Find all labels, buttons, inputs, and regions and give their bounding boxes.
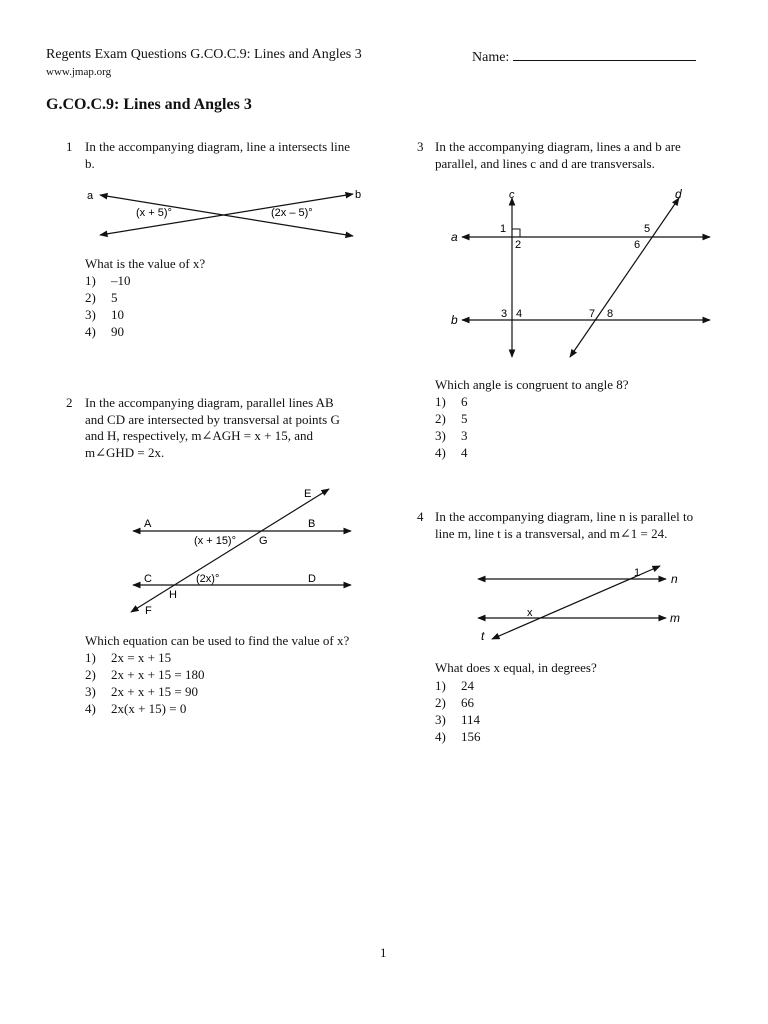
point-g-label: G — [259, 535, 268, 547]
question-2-line-4: m∠GHD = 2x. — [85, 444, 165, 460]
choice: 4) 2x(x + 15) = 0 — [85, 701, 187, 716]
question-1-diagram — [85, 183, 375, 243]
question-4-text — [435, 509, 735, 542]
line-c-label: c — [509, 189, 515, 201]
angle-right-label: (2x – 5)° — [271, 207, 313, 219]
line-m-label: m — [670, 611, 680, 625]
question-1-prompt: What is the value of x? — [85, 256, 206, 271]
angle-2-label: 2 — [515, 239, 522, 251]
angle-ghd-label: (2x)° — [196, 573, 220, 585]
point-c-label: C — [144, 573, 152, 585]
question-3-line-2: parallel, and lines c and d are transversals. — [435, 155, 655, 171]
line-b-label: b — [451, 313, 458, 327]
question-4-number: 4 — [417, 509, 424, 524]
question-4-line-1: In the accompanying diagram, line n is parallel to — [435, 509, 694, 524]
point-d-label: D — [308, 573, 316, 585]
page-number: 1 — [380, 945, 387, 960]
page-title: G.CO.C.9: Lines and Angles 3 — [46, 96, 252, 113]
question-3-number: 3 — [417, 139, 424, 154]
angle-7-label: 7 — [589, 308, 596, 320]
choice: 2) 66 — [435, 695, 474, 710]
question-2-line-1: In the accompanying diagram, parallel lines AB — [85, 395, 334, 410]
name-blank — [513, 47, 696, 61]
angle-x-label: x — [527, 607, 533, 619]
angle-6-label: 6 — [634, 239, 641, 251]
question-2-diagram — [125, 484, 365, 619]
point-e-label: E — [304, 488, 312, 500]
choice: 1) 24 — [435, 678, 474, 693]
angle-agh-label: (x + 15)° — [194, 535, 236, 547]
angle-1-label: 1 — [500, 223, 507, 235]
name-label: Name: — [472, 50, 510, 65]
header-title: Regents Exam Questions G.CO.C.9: Lines and Angles 3 — [46, 47, 362, 62]
point-h-label: H — [169, 589, 177, 601]
angle-1-label: 1 — [634, 567, 641, 579]
angle-left-label: (x + 5)° — [136, 207, 172, 219]
choice: 3) 10 — [85, 307, 124, 322]
choice: 3) 2x + x + 15 = 90 — [85, 684, 198, 699]
question-1-number: 1 — [66, 139, 73, 154]
line-d-label: d — [675, 187, 682, 201]
question-3-prompt: Which angle is congruent to angle 8? — [435, 377, 629, 392]
angle-8-label: 8 — [607, 308, 614, 320]
question-2-number: 2 — [66, 395, 73, 410]
angle-5-label: 5 — [644, 223, 651, 235]
question-2-prompt: Which equation can be used to find the value of x? — [85, 633, 350, 648]
question-2-line-2: and CD are intersected by transversal at points G — [85, 411, 340, 427]
question-4-prompt: What does x equal, in degrees? — [435, 660, 597, 675]
point-b-label: B — [308, 518, 316, 530]
question-3-line-1: In the accompanying diagram, lines a and b are — [435, 139, 681, 154]
name-field — [472, 47, 696, 66]
line-t-label: t — [481, 629, 485, 643]
line-b-label: b — [355, 189, 362, 201]
question-1-line-2: b. — [85, 155, 95, 171]
line-n-label: n — [671, 572, 678, 586]
question-3-text — [435, 139, 735, 172]
choice: 3) 114 — [435, 712, 481, 727]
choice: 1) 2x = x + 15 — [85, 650, 172, 665]
question-4-diagram — [470, 560, 710, 645]
line-a-label: a — [451, 230, 458, 244]
line-a-label: a — [87, 190, 94, 202]
question-3-choices — [435, 393, 468, 461]
point-f-label: F — [145, 605, 152, 617]
question-2-text — [85, 395, 385, 461]
choice: 4) 90 — [85, 324, 124, 339]
angle-3-label: 3 — [501, 308, 508, 320]
question-1-text — [85, 139, 385, 172]
choice: 1) 6 — [435, 394, 468, 409]
choice: 2) 2x + x + 15 = 180 — [85, 667, 205, 682]
question-4-line-2: line m, line t is a transversal, and m∠1 = 24. — [435, 525, 668, 541]
point-a-label: A — [144, 518, 152, 530]
choice: 3) 3 — [435, 428, 468, 443]
choice: 4) 4 — [435, 445, 468, 460]
choice: 2) 5 — [85, 290, 118, 305]
question-4-choices — [435, 677, 481, 745]
choice: 1) –10 — [85, 273, 131, 288]
header-url: www.jmap.org — [46, 66, 112, 78]
question-1-line-1: In the accompanying diagram, line a intersects line — [85, 139, 350, 154]
angle-4-label: 4 — [516, 308, 523, 320]
question-3-diagram — [445, 186, 720, 366]
choice: 4) 156 — [435, 729, 481, 744]
question-2-line-3: and H, respectively, m∠AGH = x + 15, and — [85, 428, 313, 443]
choice: 2) 5 — [435, 411, 468, 426]
question-2-choices — [85, 649, 205, 717]
question-1-choices — [85, 272, 131, 340]
